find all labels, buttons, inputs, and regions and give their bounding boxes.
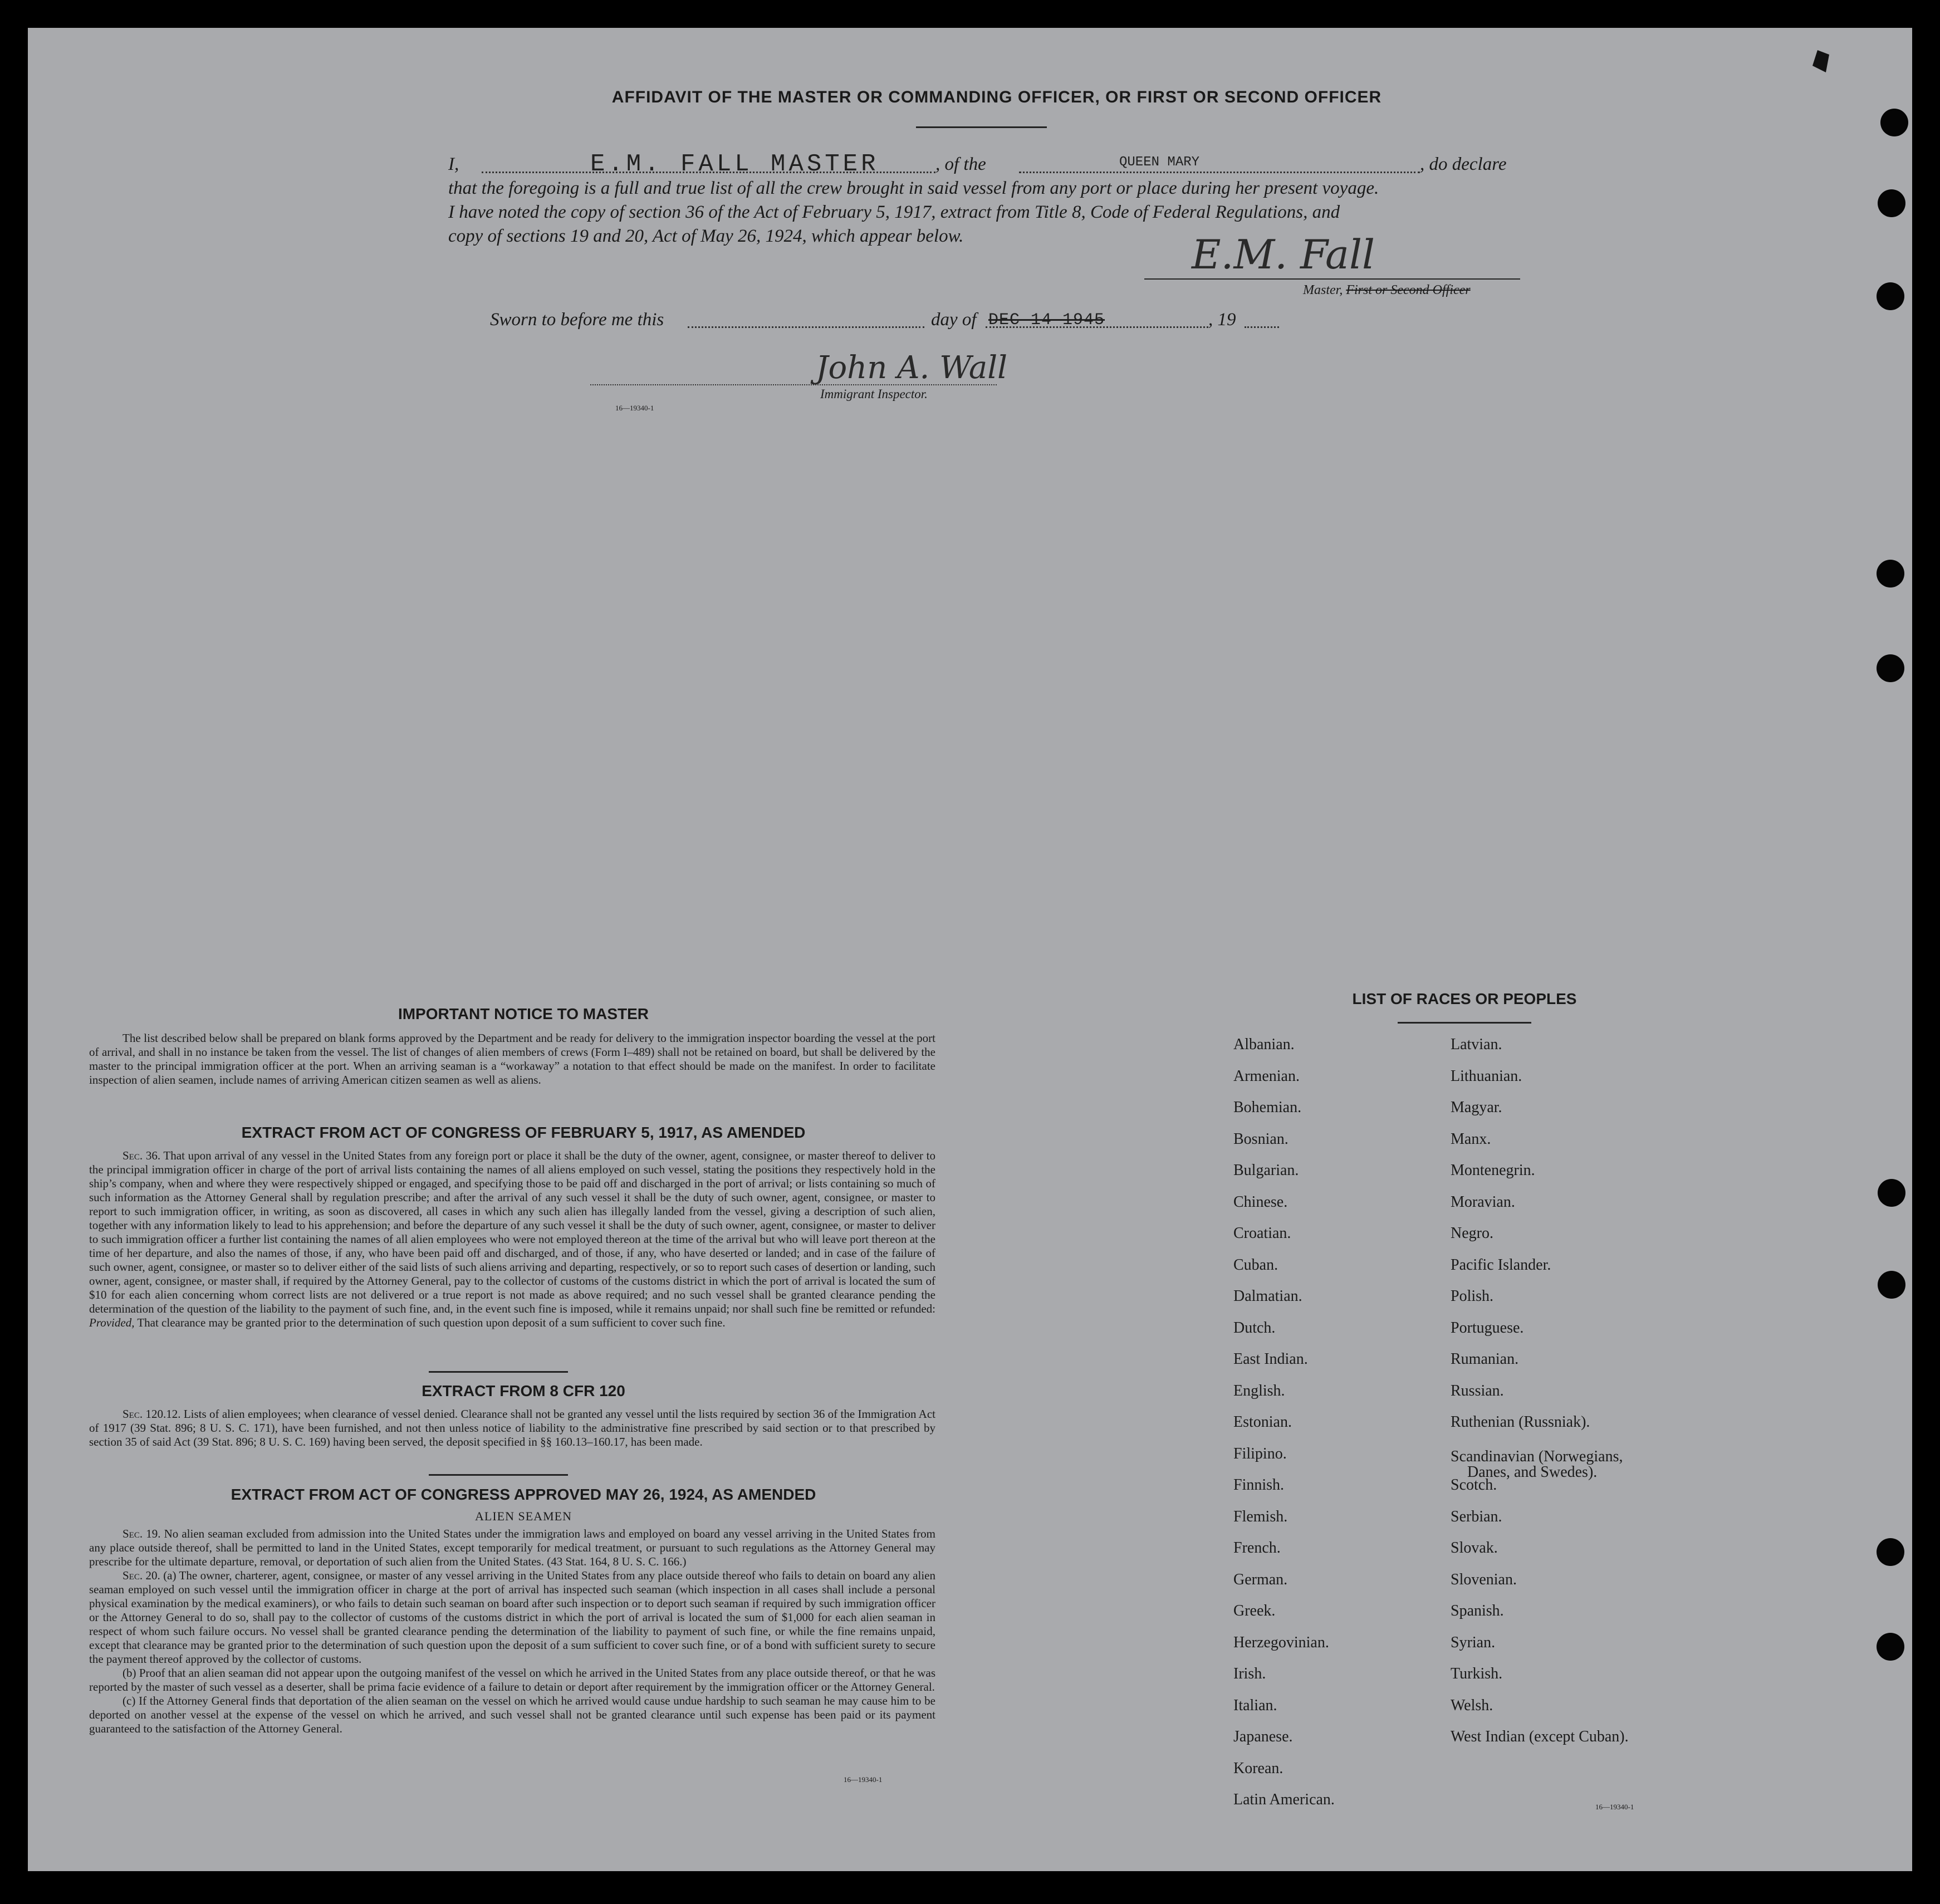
race-entry: French.: [1233, 1539, 1281, 1557]
sworn-day-line: [688, 326, 924, 328]
punch-hole: [1877, 654, 1904, 682]
extract-1917-body-end: That clearance may be granted prior to the determination of such question upon deposit of a sum sufficient to cover such fine.: [137, 1316, 726, 1329]
sec-20b-paragraph: (b) Proof that an alien seaman did not appear upon the outgoing manifest of the vessel on which he arrived in the United States from any place outside thereof, or that he was reported by the master of such vessel as a deserter, shall be prima facie evidence of a failure to detain or deport after requirement by the immigration officer or the Attorney General.: [89, 1666, 935, 1693]
punch-hole: [1878, 1271, 1905, 1299]
extract-form-number: 16—19340-1: [844, 1775, 883, 1784]
notice-text: The list described below shall be prepared on blank forms approved by the Department and be ready for delivery to the immigration inspector boarding the vessel at the port of arrival, and shall in no instance be taken from the vessel. The list of changes of alien members of crews (Form I–489) shall not be retained on board, but shall be delivered by the master to the principal immigration officer at the port. When an arriving seaman is a “workaway” a notation to that effect should be made on the manifest. In order to facilitate inspection of alien seamen, include names of arriving American citizen seamen as well as aliens.: [89, 1031, 935, 1086]
declarant-prefix: I,: [448, 154, 459, 174]
race-entry: Slovenian.: [1451, 1570, 1517, 1588]
year-label: , 19: [1208, 310, 1236, 330]
race-entry: Herzegovinian.: [1233, 1633, 1329, 1651]
race-entry: Estonian.: [1233, 1413, 1292, 1431]
race-entry: Danes, and Swedes).: [1467, 1464, 1598, 1481]
races-title-rule: [1398, 1022, 1531, 1024]
race-entry: Japanese.: [1233, 1728, 1293, 1745]
punch-hole: [1877, 1538, 1904, 1566]
race-entry: Italian.: [1233, 1696, 1277, 1714]
punch-hole: [1878, 1179, 1905, 1207]
race-entry: Latvian.: [1451, 1036, 1502, 1053]
race-entry: Polish.: [1451, 1288, 1494, 1305]
race-entry: Korean.: [1233, 1759, 1283, 1777]
race-entry: Rumanian.: [1451, 1350, 1519, 1368]
races-form-number: 16—19340-1: [1595, 1803, 1634, 1811]
form-sheet: [28, 28, 1912, 1871]
races-title: LIST OF RACES OR PEOPLES: [1352, 990, 1577, 1007]
extract-cfr-title: EXTRACT FROM 8 CFR 120: [422, 1382, 625, 1399]
race-entry: Slovak.: [1451, 1539, 1498, 1557]
sec-20a-text: (a) The owner, charterer, agent, consignee, or master of any vessel arriving in the United States from any place outside thereof who fails to detain on board any alien seaman employed on such vessel until the immigration officer in charge at the port of arrival has inspected such seaman (which inspection in all cases shall include a personal physical examination by the medical examiners), or who fails to detain such seaman on board after such inspection or to deport such seaman if required by such immigration officer or the Attorney General to do so, shall pay to the collector of customs of the customs district in which the port of arrival is located the sum of $1,000 for each alien seaman in respect of whom such failure occurs. No vessel shall be granted clearance pending the determination of the liability to payment of such fine, or while the fine remains unpaid, except that clearance may be granted prior to the determination of such question upon the deposit of a sum sufficient to cover such fine, or of a bond with sufficient surety to secure the payment thereof approved by the collector of customs.: [89, 1569, 936, 1666]
punch-hole: [1880, 109, 1908, 136]
race-entry: Magyar.: [1451, 1099, 1502, 1116]
inspector-signature: John A. Wall: [816, 350, 1008, 386]
race-entry: Spanish.: [1451, 1602, 1504, 1619]
extract-1917-provided: Provided,: [89, 1316, 135, 1329]
race-entry: Serbian.: [1451, 1507, 1502, 1525]
extract-cfr-text: [89, 1407, 935, 1449]
race-entry: Albanian.: [1233, 1036, 1295, 1053]
of-the-label: , of the: [935, 154, 986, 174]
extract-1924-body: [89, 1527, 935, 1736]
inspector-caption: Immigrant Inspector.: [820, 387, 928, 401]
extract-1917-body: That upon arrival of any vessel in the United States from any foreign port or place it shall be the duty of the owner, agent, consignee, or master thereof to deliver to the principal immigration officer in charge of the port of arrival lists containing the names of all aliens employed on such vessel, stating the positions they respectively hold in the ship’s company, when and where they were respectively shipped or engaged, and specifying those to be paid off and discharged in the port of arrival; or lists containing so much of such information as the Attorney General shall by regulation prescribe; and after the arrival of any such vessel it shall be the duty of such owner, agent, consignee, or master to report to such immigration officer, in writing, as soon as discovered, all cases in which any such alien has illegally landed from the vessel, giving a description of such alien, together with any information likely to lead to his apprehension; and before the departure of any such vessel it shall be the duty of such owner, agent, consignee, or master to deliver to such immigration officer a further list containing the names of all alien employees who were not employed thereon at the time of the arrival but who will leave port thereon at the time of her departure, and also the names of those, if any, who have been paid off and discharged, and of those, if any, who have deserted or landed; and in case of the failure of such owner, agent, consignee, or master so to deliver either of the said lists of such aliens arriving and departing, respectively, or so to report such cases of desertion or landing, such owner, agent, consignee, or master shall, if required by the Attorney General, pay to the collector of customs of the customs district in which the port of arrival is located the sum of $10 for each alien concerning whom correct lists are not delivered or a true report is not made as above required; and no such vessel shall be granted clearance pending the determination of the question of the liability to the payment of such fine, and, in the event such fine is imposed, while it remains unpaid; nor shall such fine be remitted or refunded:: [89, 1149, 935, 1315]
race-entry: Welsh.: [1451, 1696, 1493, 1714]
race-entry: Moravian.: [1451, 1193, 1515, 1211]
extract-1917-text: [89, 1149, 935, 1330]
race-entry: English.: [1233, 1382, 1285, 1399]
master-signature-line: [1144, 278, 1520, 280]
punch-hole: [1877, 1633, 1904, 1661]
punch-hole: [1877, 282, 1904, 310]
extract-cfr-sec-label: Sec. 120.12.: [123, 1407, 181, 1421]
race-entry: Cuban.: [1233, 1256, 1278, 1274]
affidavit-form-number: 16—19340-1: [615, 404, 654, 412]
race-entry: Turkish.: [1451, 1665, 1503, 1682]
punch-hole: [1877, 560, 1904, 588]
race-entry: Lithuanian.: [1451, 1067, 1522, 1085]
do-declare-label: , do declare: [1420, 154, 1507, 174]
race-entry: Armenian.: [1233, 1067, 1300, 1085]
sworn-label: Sworn to before me this: [490, 310, 664, 330]
extract-1924-subtitle: ALIEN SEAMEN: [475, 1509, 572, 1523]
race-entry: Bulgarian.: [1233, 1162, 1299, 1179]
race-entry: Scotch.: [1451, 1476, 1497, 1494]
race-entry: West Indian (except Cuban).: [1451, 1728, 1629, 1745]
race-entry: Dalmatian.: [1233, 1288, 1302, 1305]
race-entry: Finnish.: [1233, 1476, 1285, 1494]
affidavit-body-line-1: that the foregoing is a full and true list of all the crew brought in said vessel from any port or place during her present voyage.: [448, 178, 1379, 198]
signatory-caption: [1303, 283, 1471, 298]
master-signature: E.M. Fall: [1192, 231, 1375, 278]
sec-19-text: No alien seaman excluded from admission into the United States under the immigration laws and employed on board any vessel arriving in the United States from any place outside thereof, shall be permitted to land in the United States, except temporarily for medical treatment, or pursuant to such regulations as the Attorney General may prescribe for the ultimate departure, removal, or deportation of such alien from the United States. (43 Stat. 164, 8 U. S. C. 166.): [89, 1527, 935, 1568]
affidavit-first-line: [448, 153, 459, 177]
race-entry: Russian.: [1451, 1382, 1504, 1399]
extract-1924-title: EXTRACT FROM ACT OF CONGRESS APPROVED MAY 26, 1924, AS AMENDED: [231, 1486, 816, 1503]
race-entry: East Indian.: [1233, 1350, 1308, 1368]
race-entry: Syrian.: [1451, 1633, 1496, 1651]
sec-19-label: Sec. 19.: [123, 1527, 161, 1540]
race-entry: Irish.: [1233, 1665, 1266, 1682]
affidavit-body-line-3: copy of sections 19 and 20, Act of May 26, 1924, which appear below.: [448, 226, 964, 246]
race-entry: Ruthenian (Russniak).: [1451, 1413, 1590, 1431]
race-entry: Chinese.: [1233, 1193, 1288, 1211]
sec-20c-paragraph: (c) If the Attorney General finds that deportation of the alien seaman on the vessel on which he arrived would cause undue hardship to such seaman he may cause him to be deported on another vessel at the expense of the vessel on which he arrived, and such vessel shall not be granted clearance until such expense has been paid or its payment guaranteed to the satisfaction of the Attorney General.: [89, 1694, 935, 1735]
race-entry: German.: [1233, 1570, 1288, 1588]
section-divider: [429, 1371, 568, 1373]
affidavit-body-line-2: I have noted the copy of section 36 of the Act of February 5, 1917, extract from Title 8, Code of Federal Regulations, and: [448, 202, 1340, 222]
section-divider: [429, 1474, 568, 1476]
race-entry: Scandinavian (Norwegians,: [1451, 1448, 1623, 1466]
race-entry: Filipino.: [1233, 1445, 1287, 1462]
extract-1917-title: EXTRACT FROM ACT OF CONGRESS OF FEBRUARY 5, 1917, AS AMENDED: [241, 1124, 806, 1141]
torn-corner: [1812, 50, 1829, 72]
inspector-signature-line: [590, 384, 997, 385]
race-entry: Manx.: [1451, 1130, 1491, 1148]
race-entry: Negro.: [1451, 1225, 1493, 1242]
race-entry: Portuguese.: [1451, 1319, 1524, 1337]
race-entry: Flemish.: [1233, 1507, 1288, 1525]
race-entry: Greek.: [1233, 1602, 1276, 1619]
sec-19-paragraph: [89, 1527, 935, 1569]
race-entry: Croatian.: [1233, 1225, 1291, 1242]
sec-20a-paragraph: [89, 1569, 935, 1666]
race-entry: Bohemian.: [1233, 1099, 1302, 1116]
punch-hole: [1878, 189, 1905, 217]
struck-officer-caption: First or Second Officer: [1346, 283, 1471, 297]
sworn-date-stamp: DEC 14 1945: [988, 311, 1105, 330]
race-entry: Dutch.: [1233, 1319, 1276, 1337]
vessel-name-value: QUEEN MARY: [1119, 155, 1200, 170]
master-name-value: E.M. FALL MASTER: [590, 150, 879, 178]
race-entry: Montenegrin.: [1451, 1162, 1535, 1179]
race-entry: Pacific Islander.: [1451, 1256, 1551, 1274]
race-entry: Latin American.: [1233, 1791, 1335, 1808]
extract-cfr-body: Lists of alien employees; when clearance of vessel denied. Clearance shall not be granted any vessel until the lists required by section 36 of the Immigration Act of 1917 (39 Stat. 896; 8 U. S. C. 171), have been furnished, and not then unless notice of liability to the administrative fine prescribed by said section or to that prescribed by section 35 of said Act (39 Stat. 896; 8 U. S. C. 169) having been served, the deposit specified in §§ 160.13–160.17, has been made.: [89, 1407, 936, 1448]
sec-20-label: Sec. 20.: [123, 1569, 160, 1582]
affidavit-title: AFFIDAVIT OF THE MASTER OR COMMANDING OFFICER, OR FIRST OR SECOND OFFICER: [611, 88, 1382, 106]
vessel-name-line: [1019, 172, 1420, 173]
sworn-year-line: [1245, 326, 1279, 328]
day-of-label: day of: [931, 310, 977, 330]
master-caption: Master,: [1303, 283, 1343, 297]
race-entry: Bosnian.: [1233, 1130, 1289, 1148]
extract-1917-sec-label: Sec. 36.: [123, 1149, 161, 1162]
notice-title: IMPORTANT NOTICE TO MASTER: [398, 1005, 649, 1022]
affidavit-title-rule: [916, 126, 1047, 128]
